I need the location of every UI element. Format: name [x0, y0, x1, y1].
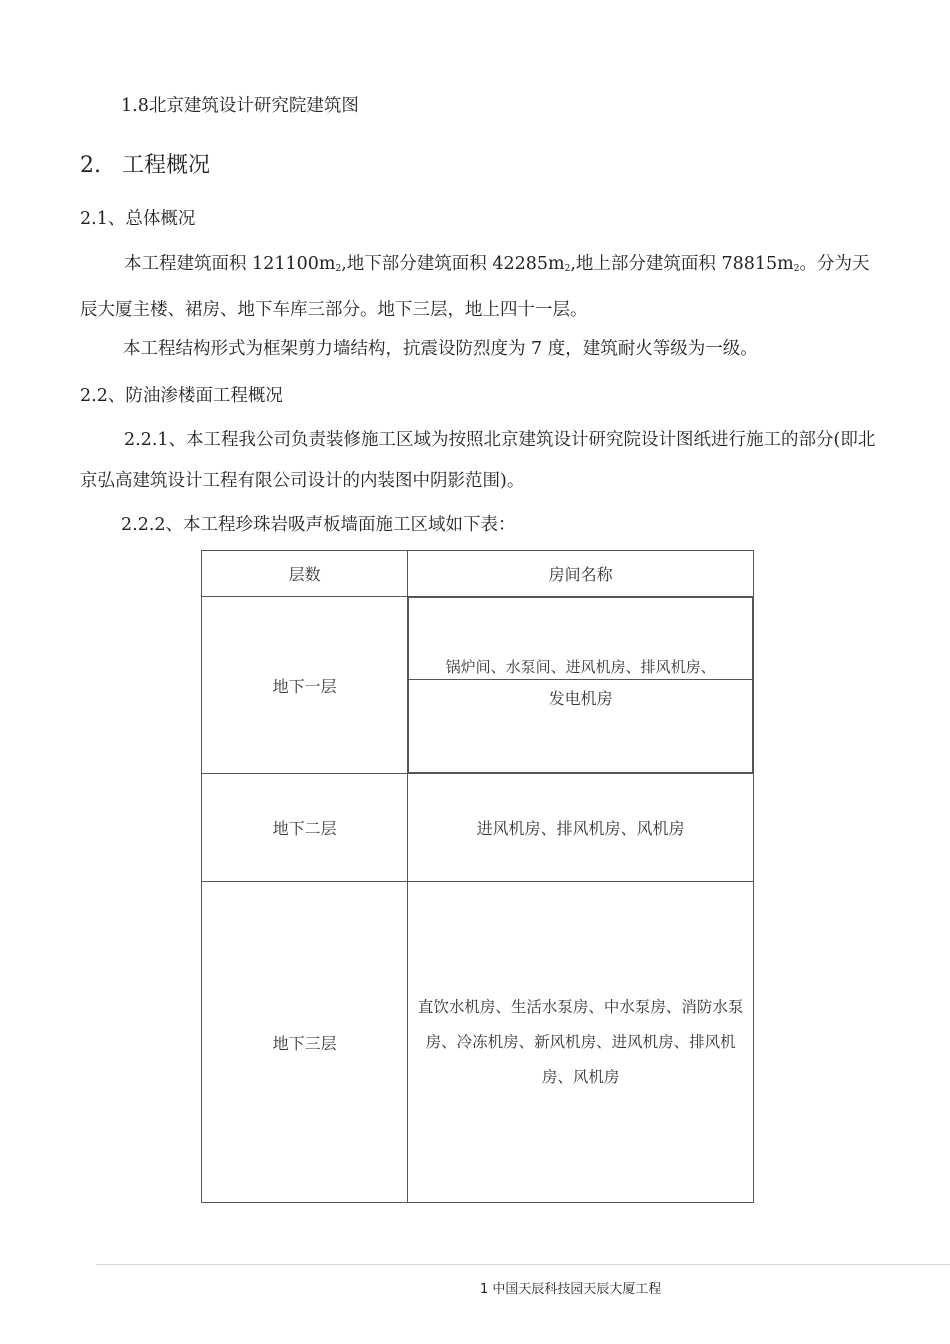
rooms-text: 发电机房 — [409, 680, 753, 773]
rooms-text: 锅炉间、水泵间、进风机房、排风机房、 — [445, 658, 716, 676]
table-intro: 2.2.2、本工程珍珠岩吸声板墙面施工区域如下表： — [121, 515, 516, 535]
structure-paragraph: 本工程结构形式为框架剪力墙结构，抗震设防烈度为 7 度，建筑耐火等级为一级。 — [123, 339, 758, 359]
page-footer — [480, 1278, 661, 1297]
section-title: 工程概况 — [122, 153, 211, 178]
footer-divider — [96, 1264, 950, 1265]
overview-paragraph — [80, 244, 880, 331]
area-total-text: 本工程建筑面积 121100m — [124, 254, 336, 274]
reference-item: 1.8北京建筑设计研究院建筑图 — [121, 96, 359, 116]
rooms-cell — [408, 597, 754, 774]
unit-superscript: 2 — [564, 264, 571, 274]
unit-superscript: 2 — [793, 264, 800, 274]
floor-cell: 地下一层 — [202, 597, 408, 774]
subtable-row — [409, 598, 753, 680]
construction-area-table — [201, 550, 754, 1203]
table-header-row — [202, 551, 754, 597]
scope-paragraph: 2.2.1、本工程我公司负责装修施工区域为按照北京建筑设计研究院设计图纸进行施工的部分(即北京弘高建筑设计工程有限公司设计的内装图中阴影范围)。 — [80, 430, 876, 491]
section-2-heading — [80, 152, 210, 180]
building-parts-text: 。分为天辰大厦主楼、裙房、地下车库三部分。地下三层，地上四十一层。 — [80, 254, 870, 320]
floor-cell: 地下二层 — [202, 774, 408, 882]
subsection-2-2-heading: 2.2、防油渗楼面工程概况 — [80, 386, 283, 406]
page-number: 1 — [480, 1282, 489, 1297]
subtable-row — [409, 680, 753, 773]
rooms-cell: 进风机房、排风机房、风机房 — [408, 774, 754, 882]
footer-title: 中国天辰科技园天辰大厦工程 — [492, 1282, 662, 1297]
floor-cell: 地下三层 — [202, 882, 408, 1203]
rooms-cell — [408, 882, 754, 1203]
area-underground-text: ,地下部分建筑面积 42285m — [341, 254, 565, 274]
area-aboveground-text: ,地上部分建筑面积 78815m — [570, 254, 794, 274]
subsection-2-1-heading: 2.1、总体概况 — [80, 209, 196, 229]
unit-superscript: 2 — [335, 264, 342, 274]
rooms-subtable — [408, 597, 753, 773]
section-number: 2. — [80, 153, 101, 178]
table-row — [202, 774, 754, 882]
header-floor: 层数 — [202, 551, 408, 597]
rooms-text: 直饮水机房、生活水泵房、中水泵房、消防水泵房、冷冻机房、新风机房、进风机房、排风机房、风机房 — [417, 997, 744, 1086]
header-rooms: 房间名称 — [408, 551, 754, 597]
table-row — [202, 882, 754, 1203]
table-row — [202, 597, 754, 774]
